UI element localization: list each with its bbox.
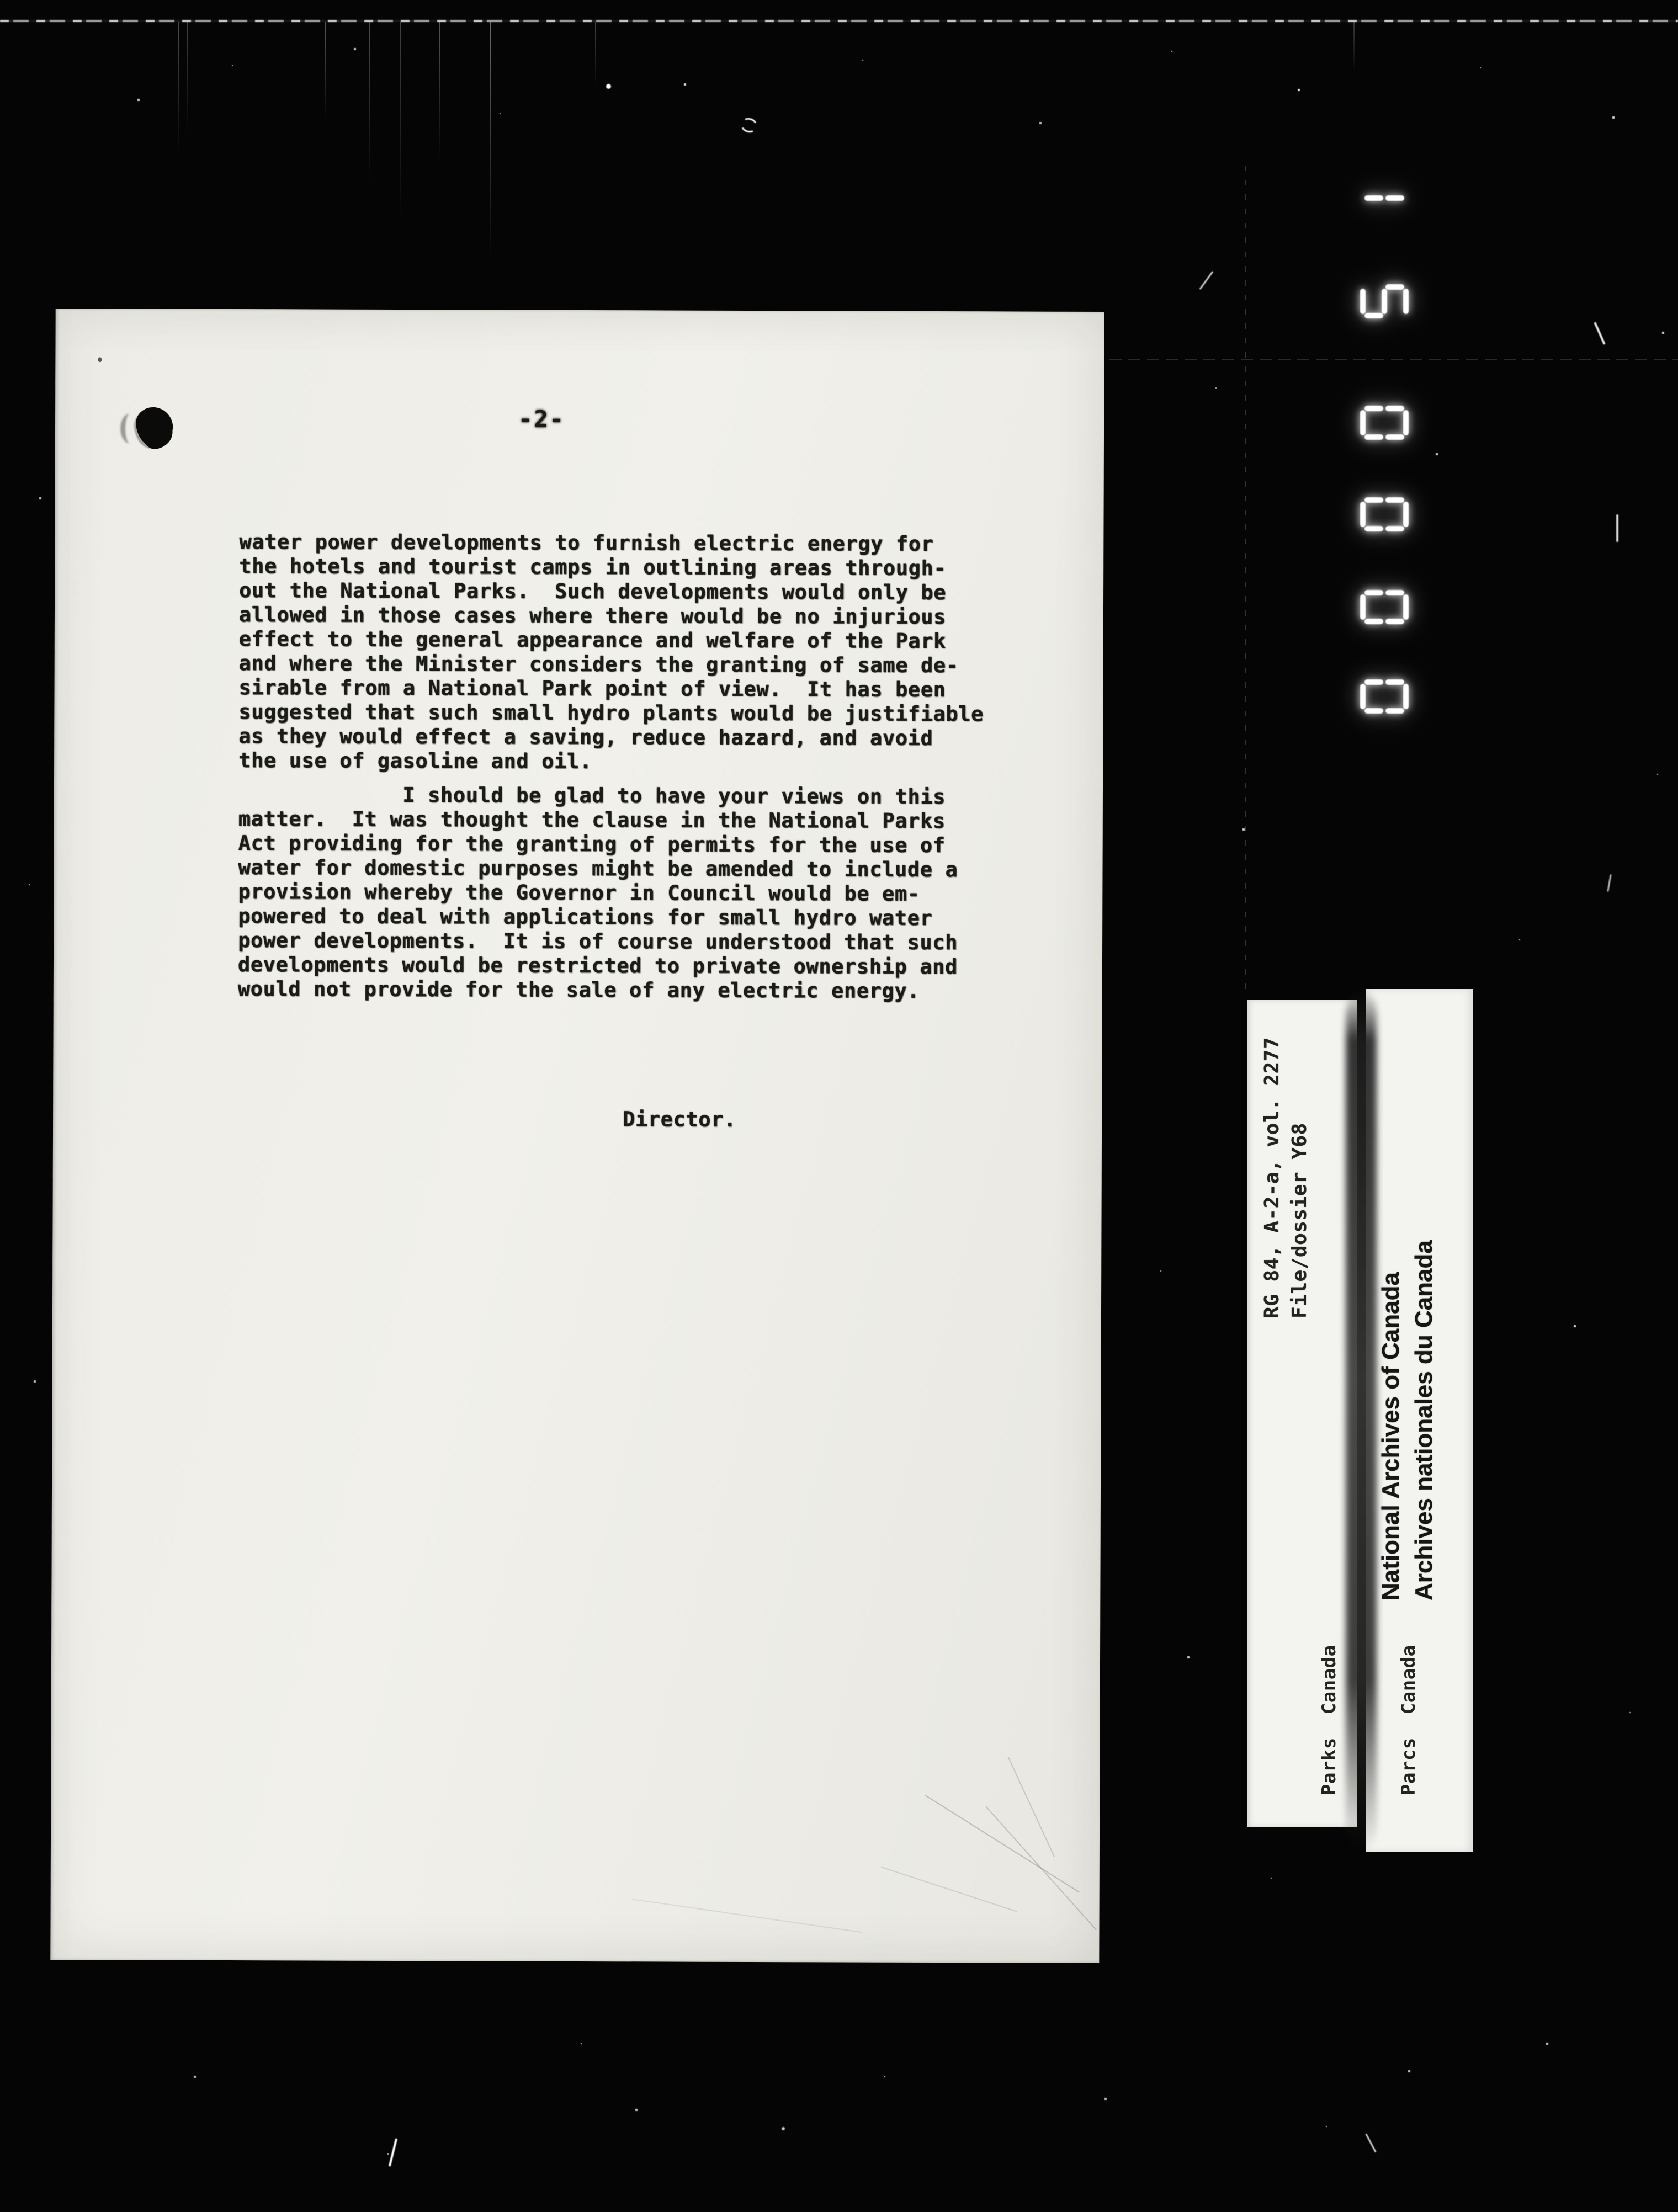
film-scratch bbox=[439, 22, 440, 160]
typed-line: would not provide for the sale of any electric energy. bbox=[237, 977, 920, 1003]
page-number: -2- bbox=[518, 405, 566, 433]
frame-counter-digit bbox=[1357, 281, 1412, 322]
typed-line: and where the Minister considers the granting of same de- bbox=[238, 651, 959, 678]
film-scratch bbox=[187, 22, 188, 132]
archive-reference-label bbox=[1258, 1026, 1316, 1318]
film-scratch bbox=[1353, 22, 1355, 72]
ink-blob bbox=[134, 405, 176, 448]
typed-line: as they would effect a saving, reduce hazard, and avoid bbox=[238, 724, 933, 751]
film-scratch bbox=[490, 22, 491, 259]
frame-counter-digit bbox=[1357, 587, 1412, 628]
typed-line: the use of gasoline and oil. bbox=[238, 748, 592, 774]
film-scratch bbox=[369, 22, 370, 182]
film-scratch bbox=[178, 22, 179, 155]
paper-scratch bbox=[633, 1899, 862, 1933]
film-edge-scratch-line bbox=[0, 20, 1678, 22]
ink-speck bbox=[98, 357, 102, 362]
archive-reference-line2: File/dossier Y68 bbox=[1288, 1123, 1311, 1318]
frame-counter-digit bbox=[1357, 192, 1412, 233]
film-shadow-streak bbox=[1346, 988, 1377, 1853]
signature-line: Director. bbox=[623, 1107, 737, 1131]
typed-line: out the National Parks. Such developments would only be bbox=[239, 578, 947, 605]
film-scratch-mark bbox=[389, 2138, 397, 2166]
film-scratch-mark bbox=[1199, 271, 1214, 290]
film-scratch bbox=[595, 22, 596, 88]
typed-line: the hotels and tourist camps in outlining areas through- bbox=[239, 554, 947, 581]
national-archives-label bbox=[1374, 1220, 1443, 1600]
typed-line: water for domestic purposes might be amended to include a bbox=[238, 855, 958, 882]
typed-line: powered to deal with applications for small hydro water bbox=[238, 904, 933, 930]
typed-line: I should be glad to have your views on this bbox=[238, 783, 946, 809]
film-squiggle-mark bbox=[739, 116, 760, 135]
film-dust-speckles bbox=[0, 0, 1, 1]
typed-line: water power developments to furnish electric energy for bbox=[239, 530, 934, 556]
typed-line: developments would be restricted to private ownership and bbox=[237, 953, 958, 979]
typed-line: power developments. It is of course understood that such bbox=[238, 928, 958, 955]
film-vertical-scratch bbox=[1245, 166, 1246, 993]
film-scratch bbox=[325, 22, 326, 121]
typed-line: effect to the general appearance and welfare of the Park bbox=[238, 627, 946, 653]
parks-canada-line1: Parks Canada bbox=[1318, 1645, 1340, 1795]
parks-canada-line2: Parcs Canada bbox=[1398, 1645, 1420, 1795]
film-scratch-mark bbox=[1616, 514, 1618, 542]
archive-reference-line1: RG 84, A-2-a, vol. 2277 bbox=[1261, 1037, 1283, 1318]
frame-separator-line bbox=[1109, 359, 1678, 360]
frame-counter-digit bbox=[1357, 494, 1412, 535]
parks-canada-label bbox=[1263, 1624, 1420, 1795]
typed-line: sirable from a National Park point of view. It has been bbox=[238, 676, 946, 702]
body-paragraph-2 bbox=[238, 783, 958, 1003]
film-bright-speck bbox=[782, 2127, 785, 2130]
film-scratch bbox=[400, 22, 401, 221]
paper-scratch bbox=[925, 1795, 1080, 1892]
frame-counter-digit bbox=[1357, 676, 1412, 717]
national-archives-line2: Archives nationales du Canada bbox=[1410, 1240, 1437, 1600]
paper-scratch bbox=[1008, 1757, 1055, 1857]
typed-line: suggested that such small hydro plants would be justifiable bbox=[238, 700, 984, 726]
film-scratch-mark bbox=[1607, 874, 1612, 892]
body-paragraph-1 bbox=[238, 530, 984, 775]
typed-line: allowed in those cases where there would be no injurious bbox=[238, 603, 947, 629]
typed-line: matter. It was thought the clause in the National Parks bbox=[238, 807, 946, 833]
typed-line: Act providing for the granting of permits for the use of bbox=[238, 831, 946, 858]
film-scratch-mark bbox=[1365, 2134, 1376, 2153]
film-bright-speck bbox=[606, 84, 611, 89]
film-scratch-mark bbox=[1594, 322, 1606, 345]
typed-line: provision whereby the Governor in Council would be em- bbox=[238, 880, 920, 906]
national-archives-line1: National Archives of Canada bbox=[1377, 1272, 1404, 1600]
paper-scratch bbox=[985, 1806, 1097, 1931]
document-page bbox=[50, 309, 1104, 1963]
frame-counter-digit bbox=[1357, 402, 1412, 443]
paper-scratch bbox=[881, 1867, 1018, 1912]
